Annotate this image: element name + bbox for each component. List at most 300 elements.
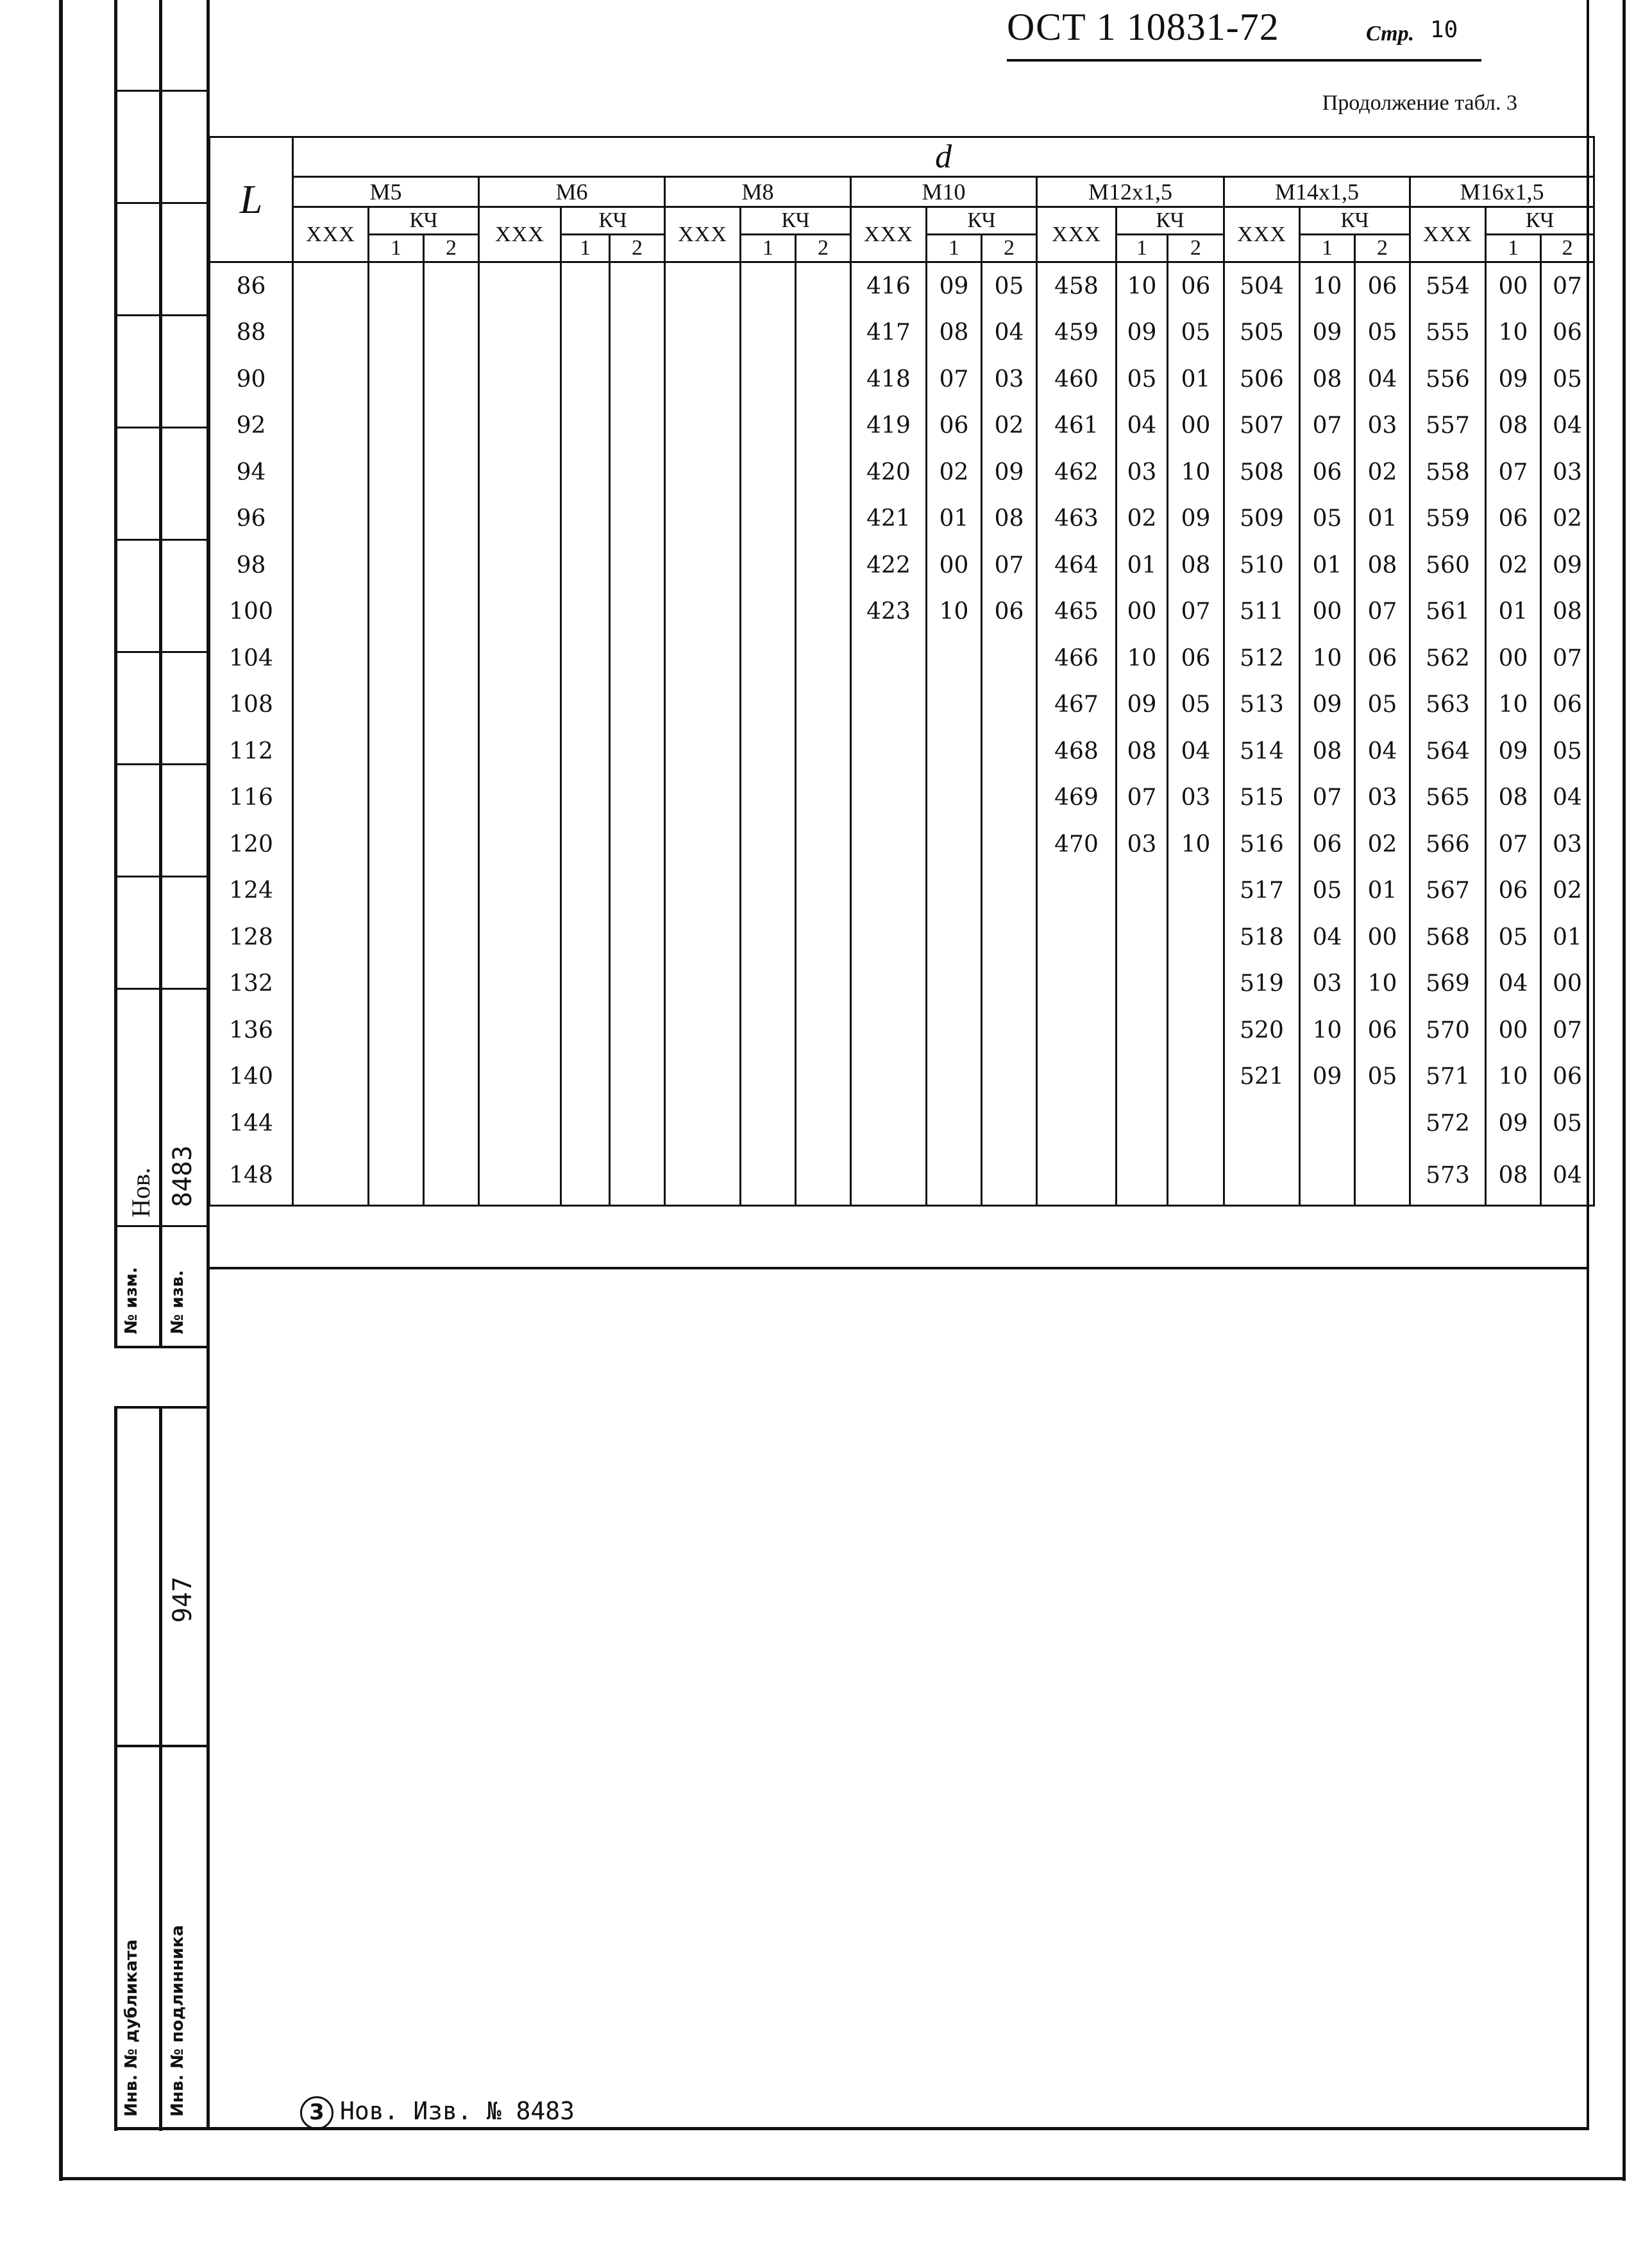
table-cell <box>610 1147 665 1206</box>
table-cell <box>610 914 665 961</box>
table-cell <box>927 961 982 1008</box>
table-cell: 572 <box>1410 1100 1486 1147</box>
table-cell <box>561 542 610 589</box>
table-cell: 10 <box>1486 310 1541 357</box>
table-cell <box>796 775 851 822</box>
table-cell <box>293 542 369 589</box>
table-cell: 562 <box>1410 635 1486 682</box>
table-cell: 08 <box>927 310 982 357</box>
table-cell <box>741 1147 796 1206</box>
kch-subcolumn-header: 2 <box>1168 235 1224 262</box>
table-cell <box>293 821 369 868</box>
table-cell: 06 <box>1168 262 1224 310</box>
table-cell <box>561 356 610 403</box>
table-cell <box>369 635 424 682</box>
table-cell <box>479 775 561 822</box>
kch-subcolumn-header: 2 <box>1541 235 1594 262</box>
table-cell <box>1355 1100 1410 1147</box>
table-cell <box>293 635 369 682</box>
table-cell <box>610 589 665 636</box>
length-cell: 90 <box>210 356 293 403</box>
table-cell: 05 <box>1355 310 1410 357</box>
table-cell: 04 <box>1486 961 1541 1008</box>
table-cell: 570 <box>1410 1007 1486 1054</box>
table-cell: 464 <box>1037 542 1117 589</box>
table-cell: 10 <box>1355 961 1410 1008</box>
table-cell <box>293 449 369 496</box>
table-cell: 03 <box>1300 961 1355 1008</box>
table-cell: 03 <box>1168 775 1224 822</box>
table-cell <box>796 1054 851 1101</box>
table-cell: 511 <box>1224 589 1300 636</box>
table-cell: 421 <box>851 496 927 543</box>
table-cell: 06 <box>1541 310 1594 357</box>
xxx-header: XXX <box>665 207 741 262</box>
table-cell <box>479 262 561 310</box>
table-cell <box>665 589 741 636</box>
table-row <box>210 728 1594 775</box>
table-cell <box>561 868 610 915</box>
table-cell <box>1117 868 1168 915</box>
table-cell: 04 <box>982 310 1037 357</box>
table-cell <box>1117 1054 1168 1101</box>
length-cell: 144 <box>210 1100 293 1147</box>
table-row <box>210 868 1594 915</box>
kch-subcolumn-header: 1 <box>741 235 796 262</box>
table-cell: 02 <box>927 449 982 496</box>
table-cell <box>293 1147 369 1206</box>
table-cell: 02 <box>1355 821 1410 868</box>
table-cell <box>479 821 561 868</box>
table-row <box>210 356 1594 403</box>
table-row <box>210 589 1594 636</box>
table-cell: 08 <box>1486 403 1541 450</box>
kch-subcolumn-header: 1 <box>561 235 610 262</box>
table-cell: 09 <box>1300 1054 1355 1101</box>
table-cell <box>982 682 1037 729</box>
table-cell: 459 <box>1037 310 1117 357</box>
table-cell <box>293 682 369 729</box>
table-cell: 06 <box>1300 449 1355 496</box>
table-cell: 05 <box>1117 356 1168 403</box>
data-table-wrap <box>208 136 1587 1207</box>
table-cell: 10 <box>927 589 982 636</box>
table-cell <box>927 1100 982 1147</box>
length-cell: 96 <box>210 496 293 543</box>
table-cell <box>741 496 796 543</box>
table-cell <box>741 449 796 496</box>
stamp-inv-orig-label: Инв. № подлинника <box>168 1925 187 2117</box>
table-cell <box>851 1054 927 1101</box>
table-cell <box>369 682 424 729</box>
table-cell: 417 <box>851 310 927 357</box>
table-cell: 05 <box>1168 682 1224 729</box>
kch-subcolumn-header: 1 <box>1117 235 1168 262</box>
table-cell <box>479 449 561 496</box>
table-cell <box>851 961 927 1008</box>
table-cell <box>1224 1100 1300 1147</box>
table-cell: 05 <box>1541 356 1594 403</box>
frame-bottom-outer <box>59 2177 1624 2180</box>
table-cell <box>665 1007 741 1054</box>
frame-right-outer <box>1622 0 1626 2181</box>
table-cell <box>982 914 1037 961</box>
table-cell: 06 <box>982 589 1037 636</box>
table-cell: 468 <box>1037 728 1117 775</box>
table-cell <box>741 356 796 403</box>
table-cell <box>369 542 424 589</box>
table-cell: 08 <box>1355 542 1410 589</box>
table-cell <box>479 496 561 543</box>
table-cell: 00 <box>1300 589 1355 636</box>
table-cell <box>1117 1007 1168 1054</box>
table-cell: 00 <box>1486 1007 1541 1054</box>
table-cell: 03 <box>982 356 1037 403</box>
table-row <box>210 1007 1594 1054</box>
table-cell <box>927 775 982 822</box>
table-cell: 561 <box>1410 589 1486 636</box>
kch-subcolumn-header: 2 <box>1355 235 1410 262</box>
table-cell <box>424 589 479 636</box>
table-cell: 10 <box>1300 635 1355 682</box>
table-cell <box>741 542 796 589</box>
table-cell: 559 <box>1410 496 1486 543</box>
table-cell <box>293 262 369 310</box>
length-cell: 124 <box>210 868 293 915</box>
table-cell: 00 <box>1486 262 1541 310</box>
table-row <box>210 821 1594 868</box>
table-cell <box>369 914 424 961</box>
table-cell: 06 <box>1168 635 1224 682</box>
table-cell: 466 <box>1037 635 1117 682</box>
table-cell: 554 <box>1410 262 1486 310</box>
table-cell <box>982 961 1037 1008</box>
table-cell <box>561 496 610 543</box>
stamp-inv-dup-label: Инв. № дубликата <box>122 1939 141 2117</box>
table-cell <box>369 449 424 496</box>
table-cell: 00 <box>1355 914 1410 961</box>
length-cell: 120 <box>210 821 293 868</box>
thread-header: M16x1,5 <box>1410 177 1594 207</box>
stamp-row-line <box>114 876 209 877</box>
table-cell: 463 <box>1037 496 1117 543</box>
xxx-header: XXX <box>293 207 369 262</box>
table-cell <box>741 1007 796 1054</box>
table-cell <box>369 961 424 1008</box>
table-cell: 00 <box>1541 961 1594 1008</box>
stamp-inv-orig-number: 947 <box>168 1576 198 1623</box>
table-cell <box>982 728 1037 775</box>
table-cell <box>369 868 424 915</box>
table-cell <box>741 868 796 915</box>
table-cell <box>927 914 982 961</box>
table-cell: 520 <box>1224 1007 1300 1054</box>
table-row <box>210 775 1594 822</box>
table-cell: 00 <box>927 542 982 589</box>
table-cell <box>741 961 796 1008</box>
table-cell <box>982 1147 1037 1206</box>
table-row <box>210 403 1594 450</box>
stamp-row-line <box>114 427 209 428</box>
table-cell <box>424 542 479 589</box>
table-row <box>210 914 1594 961</box>
table-cell: 03 <box>1355 775 1410 822</box>
table-cell <box>665 728 741 775</box>
table-cell <box>561 403 610 450</box>
length-cell: 108 <box>210 682 293 729</box>
table-cell <box>610 496 665 543</box>
table-cell: 04 <box>1541 775 1594 822</box>
stamp-lower-row <box>114 1745 209 1747</box>
table-cell: 06 <box>1486 496 1541 543</box>
table-cell: 03 <box>1117 821 1168 868</box>
table-cell: 422 <box>851 542 927 589</box>
table-cell <box>927 1007 982 1054</box>
table-cell <box>796 262 851 310</box>
table-cell: 07 <box>1117 775 1168 822</box>
table-cell <box>610 961 665 1008</box>
table-cell: 09 <box>1541 542 1594 589</box>
kch-header: КЧ <box>561 207 665 235</box>
table-cell: 09 <box>1300 682 1355 729</box>
table-row <box>210 1054 1594 1101</box>
table-cell: 518 <box>1224 914 1300 961</box>
row-header-L: L <box>210 137 293 262</box>
table-cell: 07 <box>1541 1007 1594 1054</box>
table-cell <box>369 728 424 775</box>
table-cell <box>293 310 369 357</box>
table-cell: 08 <box>1541 589 1594 636</box>
table-cell <box>796 356 851 403</box>
table-cell <box>1037 1007 1117 1054</box>
standard-code: ОСТ 1 10831-72 <box>1007 6 1279 48</box>
table-cell <box>741 1054 796 1101</box>
table-cell: 06 <box>1486 868 1541 915</box>
table-cell: 10 <box>1486 682 1541 729</box>
standard-header <box>1007 5 1507 63</box>
table-cell: 09 <box>1486 356 1541 403</box>
table-cell <box>293 403 369 450</box>
table-cell: 465 <box>1037 589 1117 636</box>
table-cell: 08 <box>982 496 1037 543</box>
table-cell <box>927 635 982 682</box>
change-note-text: Нов. Изв. № 8483 <box>340 2097 575 2125</box>
length-cell: 132 <box>210 961 293 1008</box>
table-cell: 506 <box>1224 356 1300 403</box>
table-cell <box>665 821 741 868</box>
table-bottom-rule <box>206 1267 1589 1269</box>
thread-header: M10 <box>851 177 1037 207</box>
table-cell <box>927 1054 982 1101</box>
table-cell: 00 <box>1486 635 1541 682</box>
table-cell <box>1168 1054 1224 1101</box>
table-cell <box>796 310 851 357</box>
table-cell <box>796 914 851 961</box>
table-cell <box>796 961 851 1008</box>
table-cell <box>369 310 424 357</box>
table-row <box>210 310 1594 357</box>
table-cell <box>741 1100 796 1147</box>
table-cell: 09 <box>1486 728 1541 775</box>
table-cell <box>610 1007 665 1054</box>
table-cell <box>293 1054 369 1101</box>
change-note <box>300 2096 575 2130</box>
table-cell <box>369 1054 424 1101</box>
table-cell <box>293 868 369 915</box>
table-cell: 461 <box>1037 403 1117 450</box>
table-cell <box>796 589 851 636</box>
table-cell: 01 <box>1117 542 1168 589</box>
stamp-izv-label: № изв. <box>168 1270 187 1334</box>
table-cell <box>561 310 610 357</box>
table-row <box>210 542 1594 589</box>
table-cell <box>369 1100 424 1147</box>
table-cell <box>610 821 665 868</box>
table-cell: 10 <box>1486 1054 1541 1101</box>
table-cell <box>561 821 610 868</box>
table-cell <box>479 1007 561 1054</box>
length-cell: 100 <box>210 589 293 636</box>
table-cell <box>796 1007 851 1054</box>
table-cell: 460 <box>1037 356 1117 403</box>
table-cell <box>927 728 982 775</box>
table-cell: 564 <box>1410 728 1486 775</box>
table-cell <box>610 635 665 682</box>
page-label: Стр. <box>1366 22 1415 46</box>
table-cell: 05 <box>1300 868 1355 915</box>
table-cell: 08 <box>1300 728 1355 775</box>
table-cell <box>1037 1054 1117 1101</box>
table-cell: 03 <box>1541 449 1594 496</box>
table-cell: 05 <box>1355 1054 1410 1101</box>
length-cell: 92 <box>210 403 293 450</box>
table-cell: 07 <box>1300 775 1355 822</box>
table-cell: 08 <box>1486 775 1541 822</box>
xxx-header: XXX <box>1410 207 1486 262</box>
table-cell <box>741 310 796 357</box>
table-cell: 04 <box>1355 728 1410 775</box>
stamp-izv-number: 8483 <box>168 1145 198 1207</box>
table-cell <box>851 682 927 729</box>
table-cell <box>424 1007 479 1054</box>
stamp-row-line <box>114 314 209 316</box>
kch-subcolumn-header: 1 <box>927 235 982 262</box>
table-cell: 06 <box>1355 635 1410 682</box>
table-cell <box>479 635 561 682</box>
table-cell <box>293 728 369 775</box>
table-cell <box>561 728 610 775</box>
table-cell: 02 <box>982 403 1037 450</box>
table-cell: 423 <box>851 589 927 636</box>
table-cell: 10 <box>1168 449 1224 496</box>
table-cell <box>796 868 851 915</box>
table-cell <box>796 635 851 682</box>
table-cell <box>1168 961 1224 1008</box>
table-cell: 571 <box>1410 1054 1486 1101</box>
kch-header: КЧ <box>1117 207 1224 235</box>
table-cell <box>741 682 796 729</box>
table-cell: 420 <box>851 449 927 496</box>
table-cell <box>424 262 479 310</box>
table-cell: 558 <box>1410 449 1486 496</box>
table-cell: 02 <box>1117 496 1168 543</box>
table-cell: 04 <box>1117 403 1168 450</box>
table-row <box>210 961 1594 1008</box>
table-cell <box>424 682 479 729</box>
kch-subcolumn-header: 2 <box>610 235 665 262</box>
table-cell <box>796 682 851 729</box>
table-cell: 07 <box>1300 403 1355 450</box>
group-header-d: d <box>293 137 1594 177</box>
table-cell <box>293 356 369 403</box>
table-cell <box>796 496 851 543</box>
data-table <box>208 136 1595 1207</box>
table-cell <box>369 496 424 543</box>
table-cell: 02 <box>1355 449 1410 496</box>
table-cell <box>1300 1147 1355 1206</box>
table-cell: 09 <box>982 449 1037 496</box>
table-cell: 419 <box>851 403 927 450</box>
table-cell: 504 <box>1224 262 1300 310</box>
table-cell: 05 <box>982 262 1037 310</box>
table-cell: 568 <box>1410 914 1486 961</box>
table-cell <box>561 914 610 961</box>
table-cell <box>561 1054 610 1101</box>
stamp-row-line <box>114 651 209 653</box>
table-cell <box>561 262 610 310</box>
table-cell: 10 <box>1300 1007 1355 1054</box>
table-cell <box>424 403 479 450</box>
table-cell: 10 <box>1117 262 1168 310</box>
table-cell <box>982 1054 1037 1101</box>
table-cell: 469 <box>1037 775 1117 822</box>
table-cell: 08 <box>1168 542 1224 589</box>
table-cell: 03 <box>1117 449 1168 496</box>
table-cell: 556 <box>1410 356 1486 403</box>
table-cell <box>610 682 665 729</box>
table-cell <box>1037 1147 1117 1206</box>
table-cell <box>610 728 665 775</box>
table-cell: 418 <box>851 356 927 403</box>
table-cell <box>424 914 479 961</box>
table-cell <box>851 728 927 775</box>
length-cell: 136 <box>210 1007 293 1054</box>
table-cell: 01 <box>1541 914 1594 961</box>
table-cell <box>561 775 610 822</box>
table-cell: 09 <box>1300 310 1355 357</box>
table-cell <box>1117 1100 1168 1147</box>
table-cell <box>424 1100 479 1147</box>
table-cell: 08 <box>1486 1147 1541 1206</box>
table-cell <box>741 728 796 775</box>
table-cell <box>293 914 369 961</box>
table-cell <box>982 635 1037 682</box>
table-cell <box>665 496 741 543</box>
table-cell: 09 <box>1168 496 1224 543</box>
table-cell <box>665 868 741 915</box>
table-row <box>210 1100 1594 1147</box>
table-cell <box>479 914 561 961</box>
table-cell: 563 <box>1410 682 1486 729</box>
table-cell: 569 <box>1410 961 1486 1008</box>
table-cell <box>741 635 796 682</box>
table-cell <box>479 1100 561 1147</box>
table-cell <box>1117 1147 1168 1206</box>
table-cell <box>1300 1100 1355 1147</box>
table-cell <box>851 1147 927 1206</box>
table-row <box>210 682 1594 729</box>
length-cell: 128 <box>210 914 293 961</box>
